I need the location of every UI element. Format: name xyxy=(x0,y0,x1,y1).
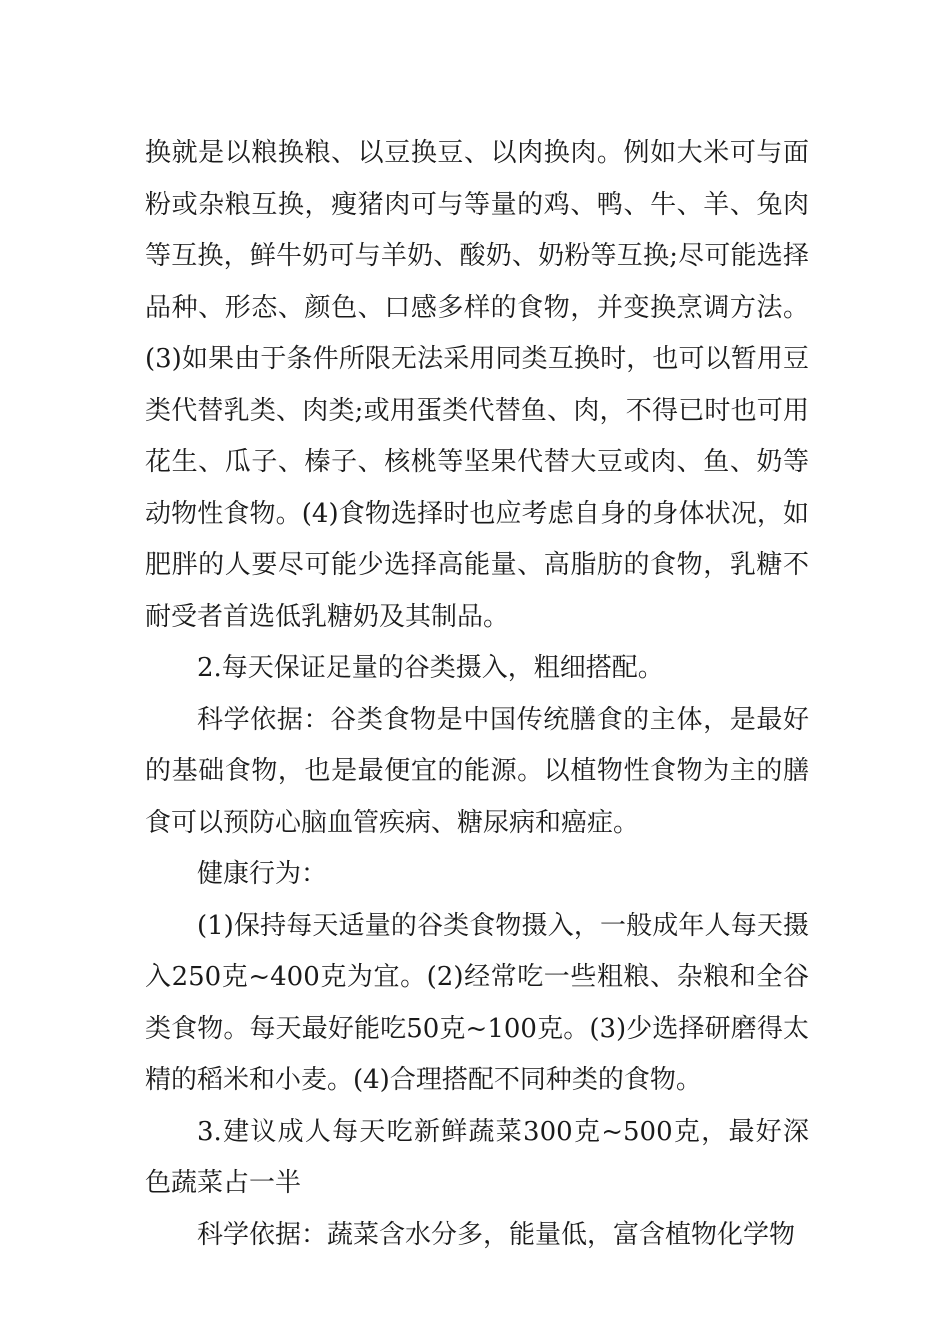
paragraph-food-exchange: 换就是以粮换粮、以豆换豆、以肉换肉。例如大米可与面粉或杂粮互换，瘦猪肉可与等量的鸡、鸭、牛、羊、兔肉等互换，鲜牛奶可与羊奶、酸奶、奶粉等互换;尽可能选择品种、形态、颜色、口感多样的食物，并变换烹调方法。(3)如果由于条件所限无法采用同类互换时，也可以暂用豆类代替乳类、肉类;或用蛋类代替鱼、肉，不得已时也可用花生、瓜子、榛子、核桃等坚果代替大豆或肉、鱼、奶等动物性食物。(4)食物选择时也应考虑自身的身体状况，如肥胖的人要尽可能少选择高能量、高脂肪的食物，乳糖不耐受者首选低乳糖奶及其制品。 xyxy=(145,138,809,632)
paragraph-healthy-behavior-list: (1)保持每天适量的谷类食物摄入，一般成年人每天摄入250克~400克为宜。(2)经常吃一些粗粮、杂粮和全谷类食物。每天最好能吃50克~100克。(3)少选择研磨得太精的稻米和小麦。(4)合理搭配不同种类的食物。 xyxy=(145,910,809,1095)
heading-item-3: 3.建议成人每天吃新鲜蔬菜300克~500克，最好深色蔬菜占一半 xyxy=(145,1116,809,1198)
paragraph-scientific-basis-cereals: 科学依据：谷类食物是中国传统膳食的主体，是最好的基础食物，也是最便宜的能源。以植物性食物为主的膳食可以预防心脑血管疾病、糖尿病和癌症。 xyxy=(145,704,809,838)
heading-item-2: 2.每天保证足量的谷类摄入，粗细搭配。 xyxy=(197,653,664,683)
document-page xyxy=(145,128,809,1261)
paragraph-scientific-basis-vegetables: 科学依据：蔬菜含水分多，能量低，富含植物化学物 xyxy=(197,1219,796,1250)
paragraph-healthy-behavior-label: 健康行为： xyxy=(197,859,328,889)
